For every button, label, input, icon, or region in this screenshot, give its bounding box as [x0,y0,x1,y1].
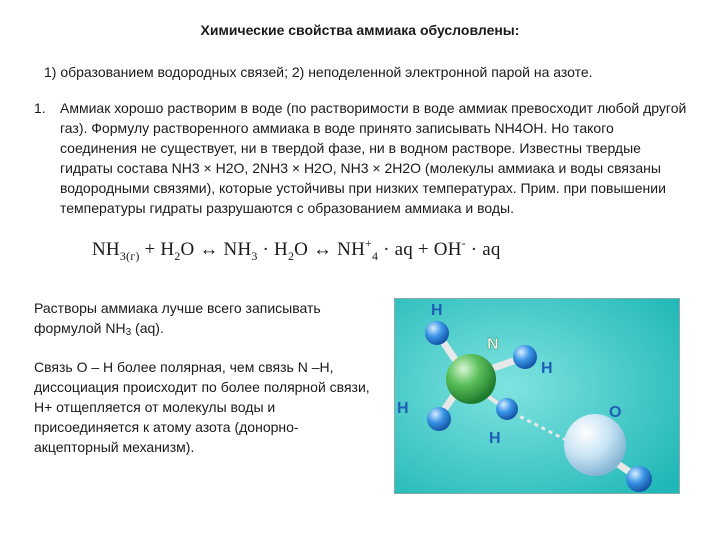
reaction-equation [92,236,501,264]
hydrogen-atom-bottom [496,398,518,420]
slide-title: Химические свойства аммиака обусловлены: [200,22,520,38]
explanation-text [34,298,374,457]
eq-part: O ↔ NH [180,239,252,260]
label-h-bottom: H [489,430,501,447]
hydrogen-atom-water [626,466,652,492]
properties-line: 1) образованием водородных связей; 2) неподеленной электронной парой на азоте. [44,64,593,80]
eq-sub: 4 [372,249,379,263]
item-text: Аммиак хорошо растворим в воде (по растворимости в воде аммиак превосходит любой другой газ). Формулу растворенного аммиака в воде принято записывать NH4OH. Но такого соединения не существует, ни в твердой фазе, ни в водном растворе. Известны твердые гидраты состава NH3 × H2O, 2NH3 × H2O, NH3 × 2H2O (молекулы аммиака и воды связаны водородными связями), которые устойчивы при низких температурах. Прим. при повышении температуры гидраты разрушаются с образованием аммиака и воды. [60,100,687,216]
oxygen-atom [564,414,626,476]
eq-part: + H [139,239,175,260]
eq-part: · H [257,239,288,260]
eq-sup: + [365,236,372,250]
hydrogen-atom-top [425,321,449,345]
formula-subscript: 3 [125,327,132,338]
hydrogen-atom-right [513,345,537,369]
paragraph-formula-end: (aq). [131,320,164,336]
nitrogen-atom [446,354,496,404]
eq-part: · aq + OH [378,239,462,260]
ammonia-water-molecule-illustration [394,298,680,494]
eq-part: O ↔ NH [294,239,366,260]
label-h-right: H [541,360,553,377]
eq-sub: 3 [251,249,258,263]
label-h-left: H [397,400,409,417]
eq-sub: 2 [287,249,295,263]
paragraph-formula [34,298,374,343]
label-n: N [487,336,499,353]
eq-sup: - [461,236,466,250]
paragraph-formula-text: Растворы аммиака лучше всего записывать формулой NH [34,300,321,336]
eq-part: NH [92,239,120,260]
label-o: O [609,404,622,421]
molecule-svg [395,299,680,494]
hydrogen-atom-left [427,407,451,431]
paragraph-bond: Связь О – Н более полярная, чем связь N –H, диссоциация происходит по более полярной связи, Н+ отщепляется от молекулы воды и присоединяется к атому азота (донорно-акцепторный механизм). [34,359,370,455]
eq-part: · aq [465,239,501,260]
eq-sub: 3(г) [119,249,140,263]
item-number: 1. [34,100,46,116]
eq-sub: 2 [174,249,181,263]
label-h-top: H [431,302,443,319]
